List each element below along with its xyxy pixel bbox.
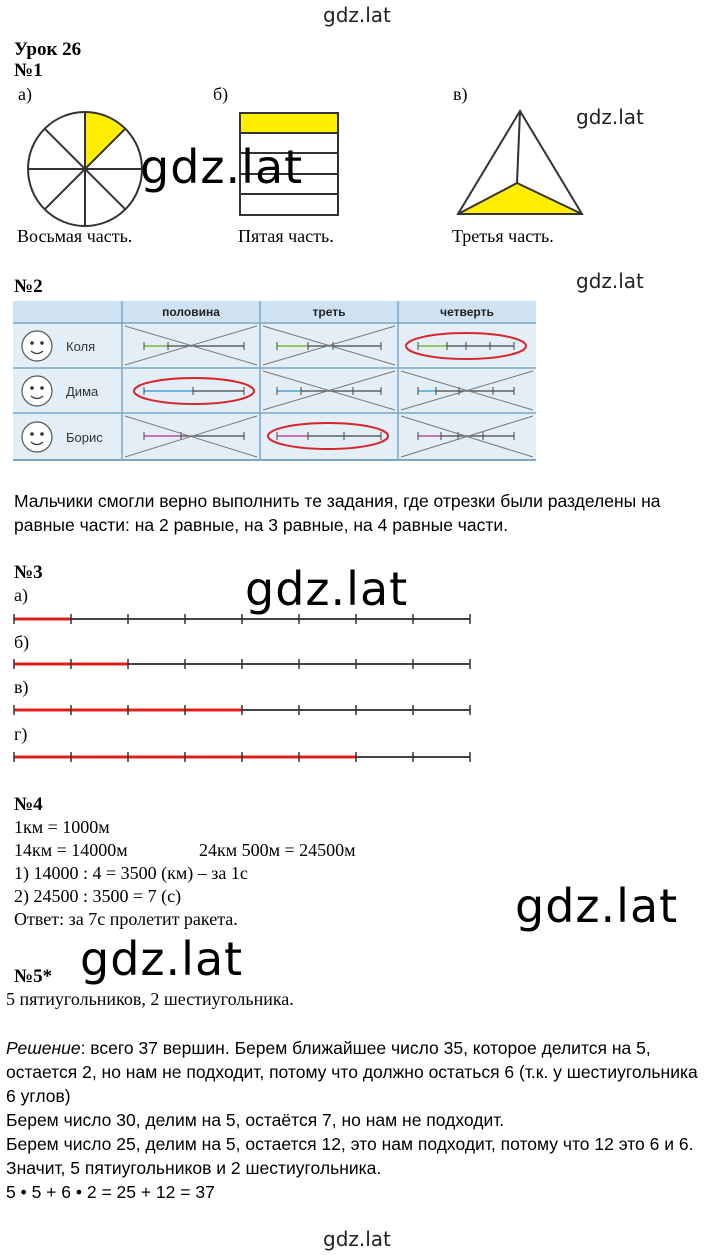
watermark-top: gdz.lat	[323, 3, 391, 27]
task3-letter-b: б)	[14, 632, 30, 652]
task3-number: №3	[14, 562, 43, 583]
task5-result: 5 пятиугольников, 2 шестиугольника.	[6, 989, 294, 1009]
task5-solution-p1-text: : всего 37 вершин. Берем ближайшее число 35, которое делится на 5, остается 2, но нам не подходит, потому что должно остаться 6 (т.к. у шестиугольника 6 углов)	[6, 1038, 698, 1106]
task5-solution-p1	[6, 1036, 706, 1108]
task3-segment-g	[14, 752, 470, 762]
task1-caption-v: Третья часть.	[452, 226, 554, 246]
task4-number: №4	[14, 794, 43, 815]
watermark-big-fig1: gdz.lat	[140, 140, 304, 194]
task5-solution-p2: Берем число 30, делим на 5, остаётся 7, но нам не подходит.	[6, 1110, 505, 1130]
lesson-title: Урок 26	[14, 39, 82, 60]
task1-caption-b: Пятая часть.	[238, 226, 334, 246]
watermark-big-task5: gdz.lat	[80, 932, 244, 986]
task1-caption-a: Восьмая часть.	[17, 226, 133, 246]
watermark-big-task4: gdz.lat	[515, 879, 679, 933]
task2-number: №2	[14, 276, 43, 297]
task2-conclusion: Мальчики смогли верно выполнить те задания, где отрезки были разделены на равные части: на 2 равные, на 3 равные, на 4 равные части.	[14, 491, 661, 535]
task3-letter-a: а)	[14, 585, 28, 605]
task1-letter-b: б)	[213, 84, 229, 104]
task4-line1: 1км = 1000м	[14, 817, 110, 837]
task1-letter-v: в)	[453, 84, 468, 104]
task5-number: №5*	[14, 966, 53, 987]
watermark-bottom: gdz.lat	[323, 1227, 391, 1251]
task4-line3: 1) 14000 : 4 = 3500 (км) – за 1с	[14, 863, 248, 883]
task3-segment-v	[14, 705, 470, 715]
task1-number: №1	[14, 60, 43, 81]
watermark-big-task3: gdz.lat	[245, 562, 409, 616]
watermark-fig-right: gdz.lat	[576, 105, 644, 129]
task3-letter-g: г)	[14, 724, 28, 744]
task5-solution-p4: 5 • 5 + 6 • 2 = 25 + 12 = 37	[6, 1182, 215, 1202]
task4-line2b: 24км 500м = 24500м	[199, 840, 356, 860]
task4-line2a: 14км = 14000м	[14, 840, 128, 860]
task3-letter-v: в)	[14, 677, 29, 697]
task1-letter-a: а)	[18, 84, 32, 104]
row-name-kolya: Коля	[66, 339, 96, 354]
header-third: треть	[312, 305, 346, 319]
task3-segment-b	[14, 659, 470, 669]
header-quarter: четверть	[440, 305, 494, 319]
task4-line4: 2) 24500 : 3500 = 7 (с)	[14, 886, 182, 906]
task4-answer: Ответ: за 7с пролетит ракета.	[14, 909, 238, 929]
task3-segment-a	[14, 614, 470, 624]
header-half: половина	[162, 305, 220, 319]
row-name-dima: Дима	[66, 384, 99, 399]
row-name-boris: Борис	[66, 430, 103, 445]
task5-solution-p3: Берем число 25, делим на 5, остается 12, это нам подходит, потому что 12 это 6 и 6. Значит, 5 пятиугольников и 2 шестиугольника.	[6, 1134, 694, 1178]
watermark-task2-right: gdz.lat	[576, 269, 644, 293]
task5-solution-label: Решение	[6, 1038, 81, 1058]
